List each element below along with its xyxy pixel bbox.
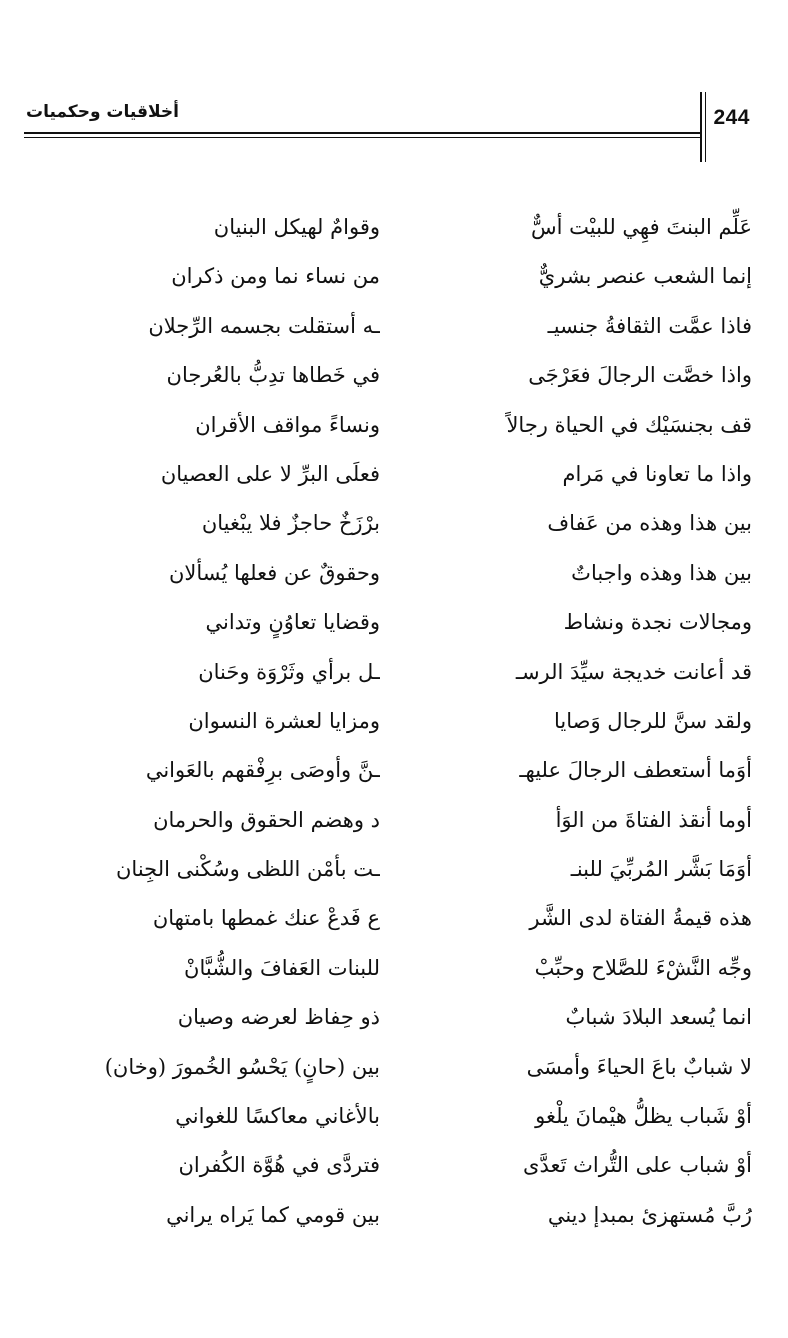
header-vertical-rule-thin [705, 92, 706, 162]
verse-second-hemistich: فتردَّى في هُوَّة الكُفران [178, 1153, 380, 1178]
verse-first-hemistich: وجِّه النَّشْءَ للصَّلاح وحبِّبْ [534, 955, 752, 980]
verse-second-hemistich: ع فَدعْ عنك غمطها بامتهان [152, 906, 380, 931]
page-number: 244 [713, 106, 750, 129]
verse-second-hemistich: ـت بأمْن اللظى وسُكْنى الجِنان [116, 857, 380, 882]
verse-second-hemistich: ومزايا لعشرة النسوان [188, 708, 380, 733]
verse-first-hemistich: هذه قيمةُ الفتاة لدى الشَّر [529, 906, 752, 931]
verse [0, 894, 788, 943]
verse [0, 203, 788, 252]
verse-second-hemistich: بين (حانٍ) يَحْسُو الخُمورَ (وخان) [104, 1054, 380, 1079]
verse-second-hemistich: ـنَّ وأوصَى برِفْقهم بالعَواني [145, 758, 380, 783]
verse [0, 796, 788, 845]
verse-first-hemistich: لا شبابٌ باعَ الحياءَ وأمسَى [526, 1054, 752, 1079]
verse-first-hemistich: واذا ما تعاونا في مَرام [562, 461, 752, 486]
verse [0, 1092, 788, 1141]
verse-second-hemistich: من نساء نما ومن ذكران [171, 264, 380, 289]
verse-second-hemistich: في خَطاها تدِبُّ بالعُرجان [166, 363, 380, 388]
verse-first-hemistich: بين هذا وهذه من عَفاف [547, 511, 752, 536]
verse-first-hemistich: بين هذا وهذه واجباتٌ [571, 560, 752, 585]
verse [0, 302, 788, 351]
verse-second-hemistich: بين قومي كما يَراه يراني [166, 1202, 380, 1227]
poem [0, 203, 788, 1240]
verse-first-hemistich: أوَمَا بَشَّر المُربِّيَ للبنـ [570, 857, 752, 882]
verse-second-hemistich: فعلَى البرِّ لا على العصيان [160, 461, 380, 486]
verse [0, 944, 788, 993]
verse-second-hemistich: وحقوقٌ عن فعلها يُسألان [168, 560, 380, 585]
verse-second-hemistich: وقضايا تعاوُنٍ وتداني [205, 610, 380, 635]
verse-first-hemistich: قف بجنسَيْك في الحياة رجالاً [506, 412, 752, 437]
verse-second-hemistich: ـل برأي وثَرْوَة وحَنان [198, 659, 380, 684]
verse-first-hemistich: ولقد سنَّ للرجال وَصايا [554, 708, 752, 733]
verse-first-hemistich: عَلِّم البنتَ فهِي للبيْت أسٌّ [530, 215, 752, 239]
verse [0, 351, 788, 400]
verse [0, 450, 788, 499]
verse [0, 598, 788, 647]
header-rule-thin [24, 137, 702, 138]
verse-first-hemistich: أوْ شباب على التُّراث تَعدَّى [523, 1153, 752, 1178]
header-rule-thick [24, 132, 702, 134]
verse-second-hemistich: ـه أستقلت بجسمه الرِّجلان [148, 313, 380, 338]
verse [0, 401, 788, 450]
verse [0, 648, 788, 697]
verse-first-hemistich: أوما أنقذ الفتاةَ من الوَأ [555, 807, 752, 832]
verse-second-hemistich: بالأغاني معاكسًا للغواني [175, 1104, 380, 1129]
page-header [24, 92, 764, 152]
verse [0, 549, 788, 598]
verse-first-hemistich: رُبَّ مُستهزئ بمبدإ ديني [547, 1202, 752, 1227]
verse [0, 1191, 788, 1240]
verse-first-hemistich: ومجالات نجدة ونشاط [563, 610, 752, 635]
verse-second-hemistich: د وهضم الحقوق والحرمان [153, 807, 380, 832]
verse [0, 697, 788, 746]
verse [0, 252, 788, 301]
verse [0, 746, 788, 795]
verse-first-hemistich: قد أعانت خديجة سيِّدَ الرسـ [515, 659, 752, 684]
verse-second-hemistich: ذو حِفاظ لعرضه وصيان [177, 1005, 380, 1030]
verse [0, 499, 788, 548]
verse-first-hemistich: أوْ شَباب يظلُّ هيْمانَ يلْغو [535, 1104, 752, 1129]
header-vertical-rule [700, 92, 702, 162]
verse-first-hemistich: واذا خصَّت الرجالَ فعَرْجَى [528, 363, 752, 388]
verse [0, 993, 788, 1042]
verse-second-hemistich: وقوامٌ لهيكل البنيان [213, 215, 380, 239]
running-title: أخلاقيات وحكميات [26, 102, 179, 122]
verse-first-hemistich: انما يُسعد البلادَ شبابٌ [565, 1005, 752, 1030]
verse-first-hemistich: إنما الشعب عنصر بشريٌّ [538, 264, 752, 289]
verse-first-hemistich: أوَما أستعطف الرجالَ عليهـ [519, 758, 752, 783]
verse [0, 1141, 788, 1190]
verse-second-hemistich: للبنات العَفافَ والشُّبَّانْ [184, 955, 380, 980]
verse [0, 845, 788, 894]
verse [0, 1043, 788, 1092]
verse-second-hemistich: ونساءً مواقف الأقران [195, 412, 380, 437]
verse-first-hemistich: فاذا عمَّت الثقافةُ جنسيـ [547, 313, 752, 338]
verse-second-hemistich: برْزَخٌ حاجزٌ فلا يبْغيان [201, 511, 380, 536]
